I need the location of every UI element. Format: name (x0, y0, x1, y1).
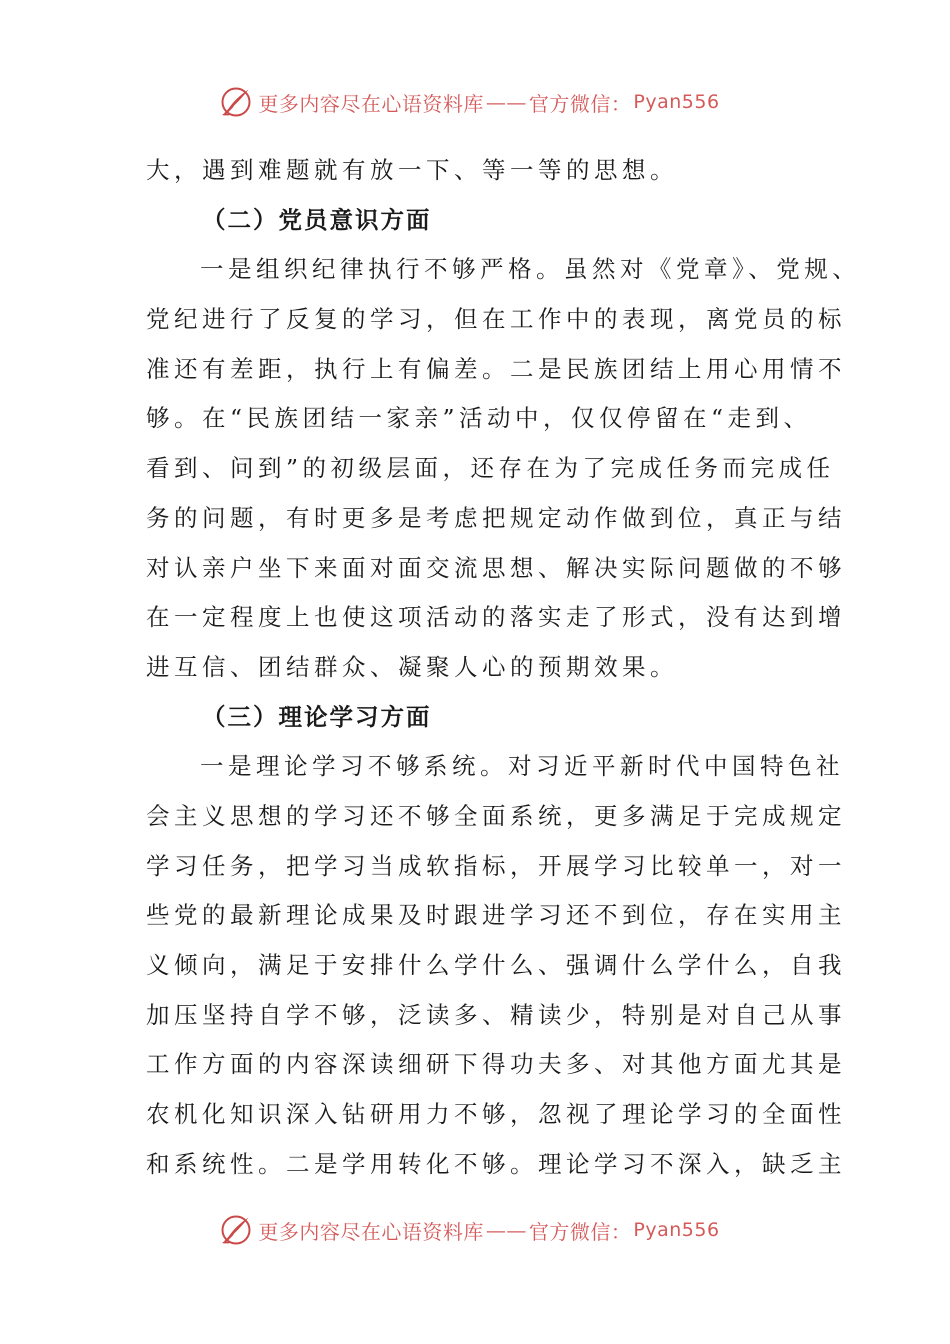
paragraph-line: 义倾向，满足于安排什么学什么、强调什么学什么，自我 (146, 951, 846, 979)
paragraph-line: 加压坚持自学不够，泛读多、精读少，特别是对自己从事 (146, 1000, 846, 1029)
paragraph-line: 一是理论学习不够系统。对习近平新时代中国特色社 (200, 752, 844, 781)
paragraph-line: 够。在“民族团结一家亲”活动中，仅仅停留在“走到、 (146, 404, 812, 433)
footer-banner (0, 1210, 950, 1250)
banner-dash: —— (485, 90, 527, 114)
header-banner (0, 82, 950, 122)
banner-wechat-id: Pyan556 (633, 91, 720, 113)
paragraph-line: 进互信、团结群众、凝聚人心的预期效果。 (146, 652, 678, 681)
paragraph-line: 党纪进行了反复的学习，但在工作中的表现，离党员的标 (146, 305, 846, 334)
section-heading: （二）党员意识方面 (202, 205, 432, 234)
paragraph-line: 准还有差距，执行上有偏差。二是民族团结上用心用情不 (146, 354, 846, 383)
banner-dash: —— (485, 1218, 527, 1242)
banner-wechat-id: Pyan556 (633, 1219, 720, 1241)
document-body (146, 146, 861, 1189)
paragraph-line: 大，遇到难题就有放一下、等一等的思想。 (146, 156, 678, 184)
paragraph-line: 工作方面的内容深读细研下得功夫多、对其他方面尤其是 (146, 1050, 846, 1079)
feather-pen-icon (218, 1212, 254, 1248)
banner-wechat-label: 官方微信： (528, 1219, 632, 1244)
paragraph-line: 些党的最新理论成果及时跟进学习还不到位，存在实用主 (146, 901, 846, 930)
paragraph-line: 一是组织纪律执行不够严格。虽然对《党章》、党规、 (200, 255, 861, 284)
banner-site-text: 更多内容尽在心语资料库 (258, 91, 484, 116)
paragraph-line: 农机化知识深入钻研用力不够，忽视了理论学习的全面性 (146, 1100, 846, 1129)
feather-pen-icon (218, 84, 254, 120)
paragraph-line: 学习任务，把学习当成软指标，开展学习比较单一，对一 (146, 851, 846, 880)
paragraph-line: 在一定程度上也使这项活动的落实走了形式，没有达到增 (146, 603, 846, 632)
paragraph-line: 会主义思想的学习还不够全面系统，更多满足于完成规定 (146, 801, 846, 830)
paragraph-line: 对认亲户坐下来面对面交流思想、解决实际问题做的不够 (146, 553, 846, 582)
banner-wechat-label: 官方微信： (528, 91, 632, 116)
paragraph-line: 看到、问到”的初级层面，还存在为了完成任务而完成任 (146, 454, 835, 483)
paragraph-line: 和系统性。二是学用转化不够。理论学习不深入，缺乏主 (146, 1149, 846, 1178)
paragraph-line: 务的问题，有时更多是考虑把规定动作做到位，真正与结 (146, 503, 846, 532)
banner-site-text: 更多内容尽在心语资料库 (258, 1219, 484, 1244)
section-heading: （三）理论学习方面 (202, 702, 432, 731)
